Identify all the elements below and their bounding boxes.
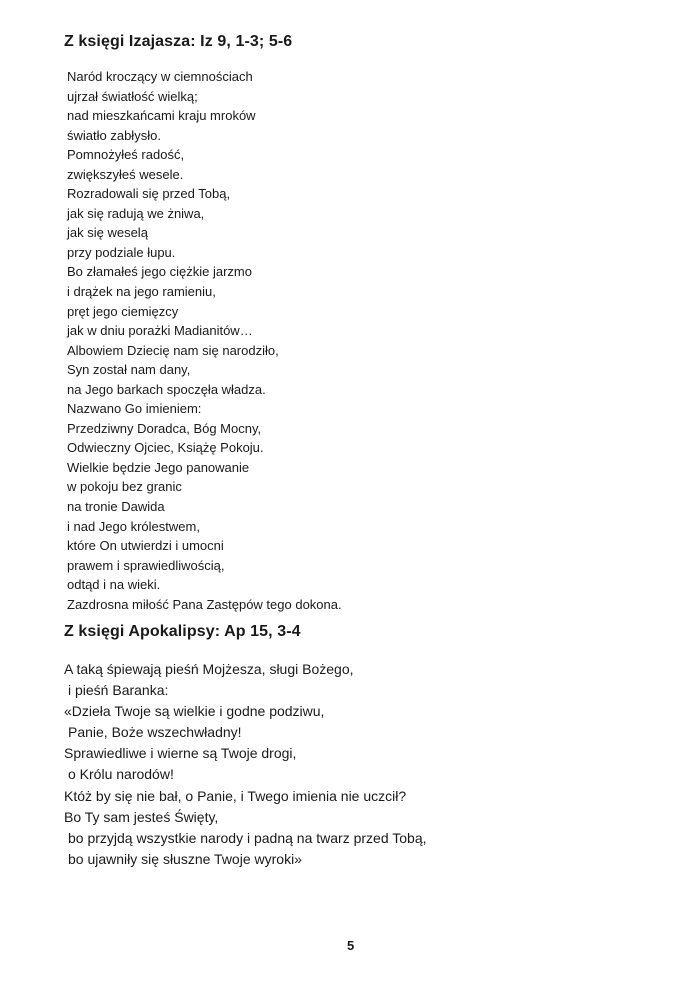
reading1-line: prawem i sprawiedliwością,: [67, 557, 225, 573]
reading2-text: [64, 659, 427, 870]
reading2-line: Panie, Boże wszechwładny!: [68, 724, 242, 741]
reading1-line: jak w dniu porażki Madianitów…: [67, 323, 253, 339]
reading2-line: bo przyjdą wszystkie narody i padną na twarz przed Tobą,: [68, 829, 427, 846]
reading1-line: ujrzał światłość wielką;: [67, 88, 198, 104]
reading1-line: odtąd i na wieki.: [67, 577, 161, 593]
reading1-line: Naród kroczący w ciemnościach: [67, 69, 253, 84]
reading1-line: na Jego barkach spoczęła władza.: [67, 381, 266, 397]
reading1-line: jak się weselą: [67, 225, 148, 241]
reading1-line: Rozradowali się przed Tobą,: [67, 186, 231, 202]
reading1-line: i nad Jego królestwem,: [67, 518, 200, 534]
reading1-line: Pomnożyłeś radość,: [67, 147, 185, 163]
reading1-line: Odwieczny Ojciec, Książę Pokoju.: [67, 440, 264, 456]
reading2-line: i pieśń Baranka:: [68, 682, 169, 699]
reading1-text: [67, 67, 342, 614]
page-number: 5: [347, 938, 355, 953]
reading1-line: pręt jego ciemięzcy: [67, 303, 179, 319]
reading2-line: o Królu narodów!: [68, 766, 174, 783]
reading2-line: A taką śpiewają pieśń Mojżesza, sługi Bożego,: [64, 661, 354, 677]
reading1-heading: Z księgi Izajasza: Iz 9, 1-3; 5-6: [64, 33, 293, 50]
reading2-line: bo ujawniły się słuszne Twoje wyroki»: [68, 850, 302, 867]
reading1-line: Przedziwny Doradca, Bóg Mocny,: [67, 420, 262, 436]
reading1-line: w pokoju bez granic: [67, 479, 182, 495]
reading1-line: które On utwierdzi i umocni: [67, 538, 224, 554]
reading1-line: Bo złamałeś jego ciężkie jarzmo: [67, 264, 252, 280]
reading2-line: Bo Ty sam jesteś Święty,: [64, 808, 219, 825]
reading1-line: Wielkie będzie Jego panowanie: [67, 459, 250, 475]
reading1-line: Syn został nam dany,: [67, 362, 191, 378]
reading1-line: Zazdrosna miłość Pana Zastępów tego dokona.: [67, 596, 342, 612]
reading1-line: jak się radują we żniwa,: [67, 205, 205, 221]
reading1-line: Albowiem Dziecię nam się narodziło,: [67, 342, 279, 358]
reading1-line: nad mieszkańcami kraju mroków: [67, 108, 256, 124]
reading2-heading: Z księgi Apokalipsy: Ap 15, 3-4: [64, 623, 301, 640]
reading1-line: zwiększyłeś wesele.: [67, 166, 184, 182]
reading2-line: «Dzieła Twoje są wielkie i godne podziwu,: [64, 703, 325, 720]
reading1-line: przy podziale łupu.: [67, 244, 176, 260]
reading1-line: na tronie Dawida: [67, 499, 165, 515]
reading2-line: Któż by się nie bał, o Panie, i Twego imienia nie uczcił?: [64, 787, 407, 804]
reading2-line: Sprawiedliwe i wierne są Twoje drogi,: [64, 745, 297, 762]
reading1-line: światło zabłysło.: [67, 127, 161, 143]
reading1-line: Nazwano Go imieniem:: [67, 401, 202, 417]
reading1-line: i drążek na jego ramieniu,: [67, 284, 216, 300]
